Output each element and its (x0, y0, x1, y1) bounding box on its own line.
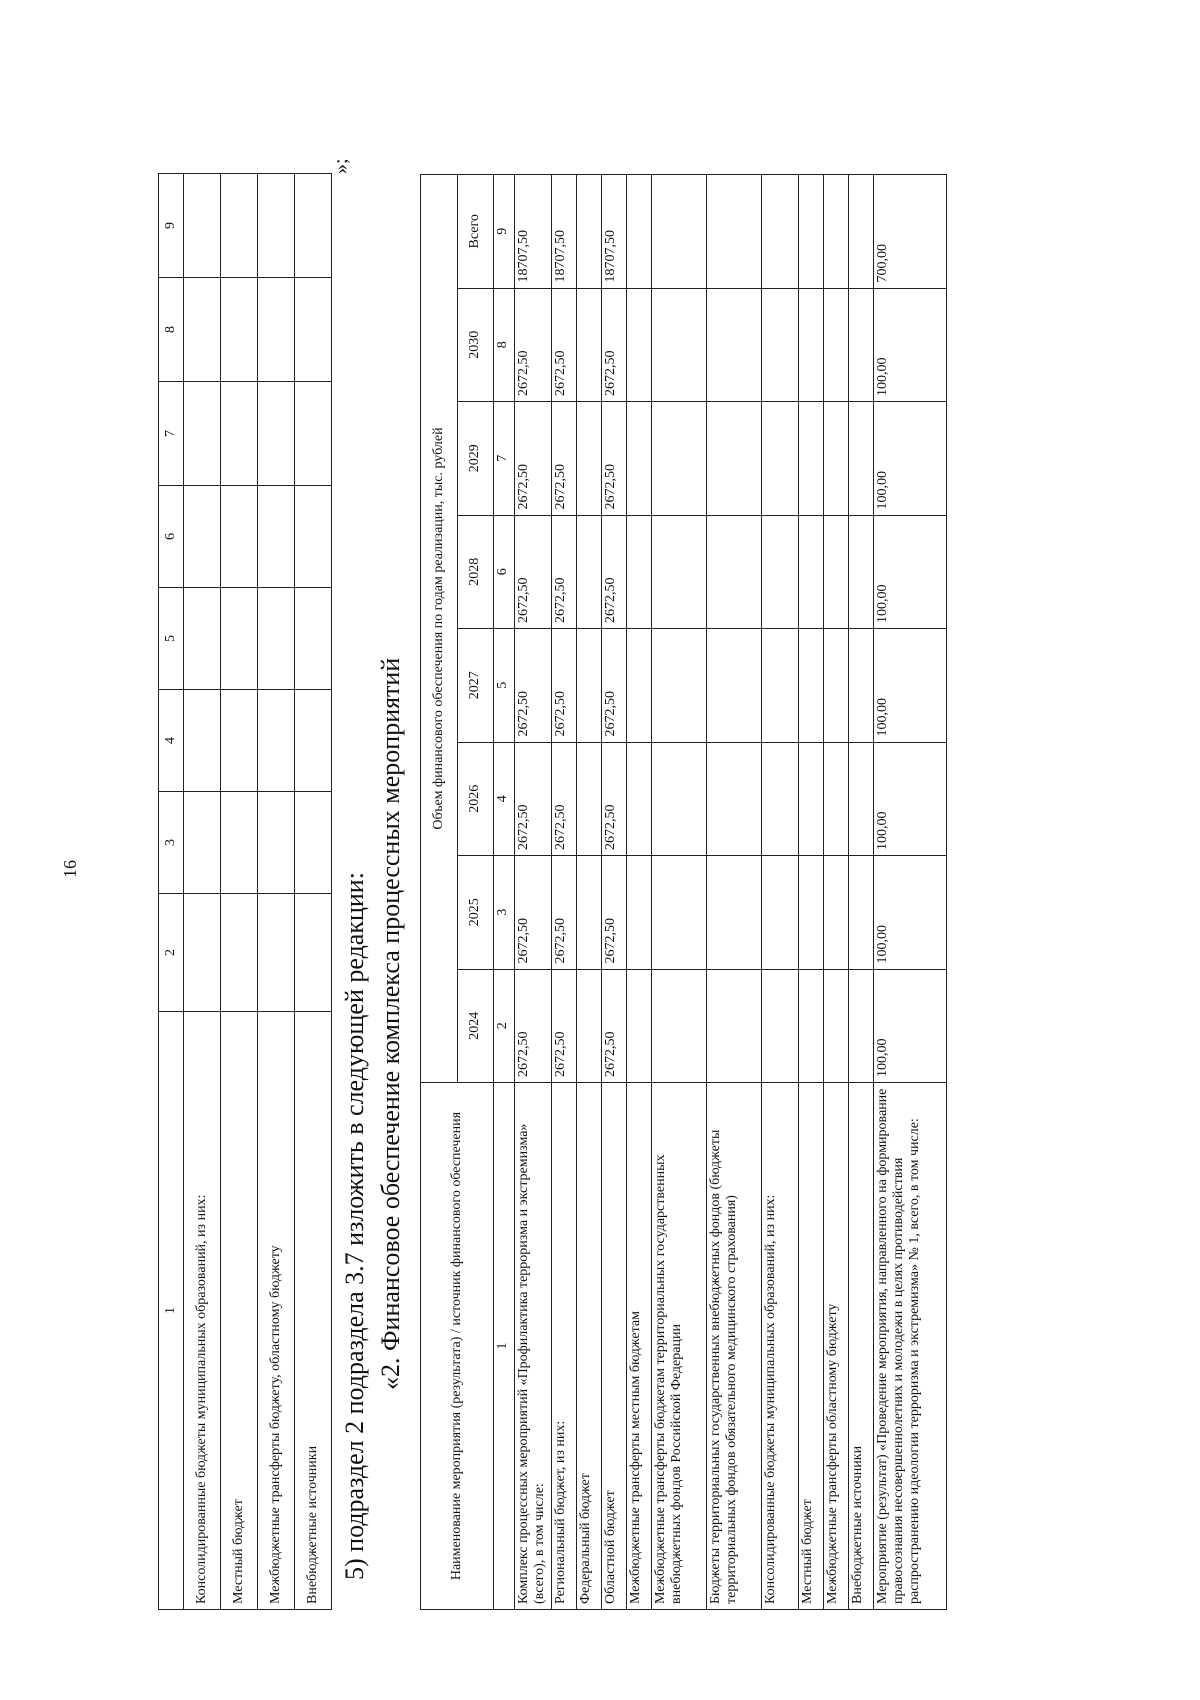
value-cell (849, 856, 874, 970)
name-header: Наименование мероприятия (результата) / источник финансового обеспечения (421, 1083, 494, 1610)
value-cell (762, 969, 799, 1083)
header-cell: 6 (159, 486, 184, 588)
value-cell: 2672,50 (552, 969, 577, 1083)
value-cell (799, 856, 824, 970)
value-cell: 2672,50 (515, 969, 552, 1083)
value-cell: 2672,50 (515, 288, 552, 402)
row-label: Внебюджетные источники (849, 1083, 874, 1610)
value-cell (577, 288, 602, 402)
value-cell (652, 629, 707, 743)
table-row (184, 174, 221, 1610)
value-cell (627, 288, 652, 402)
value-cell (577, 402, 602, 516)
year-cell: Всего (457, 175, 494, 289)
value-cell (577, 742, 602, 856)
value-cell: 2672,50 (602, 856, 627, 970)
header-cell: 5 (159, 588, 184, 690)
value-cell (707, 402, 762, 516)
value-cell (652, 856, 707, 970)
value-cell (849, 288, 874, 402)
year-cell: 2026 (457, 742, 494, 856)
value-cell: 18707,50 (552, 175, 577, 289)
row-label: Местный бюджет (799, 1083, 824, 1610)
table-row (602, 175, 627, 1610)
value-cell: 2672,50 (552, 856, 577, 970)
value-cell (707, 288, 762, 402)
header-cell: 4 (159, 690, 184, 792)
value-cell (799, 402, 824, 516)
value-cell (824, 742, 849, 856)
year-cell: 2027 (457, 629, 494, 743)
header-cell: 9 (159, 174, 184, 278)
value-cell: 100,00 (874, 402, 947, 516)
value-cell (652, 288, 707, 402)
header-cell: 1 (159, 1012, 184, 1610)
value-cell: 100,00 (874, 742, 947, 856)
value-cell: 2672,50 (552, 629, 577, 743)
index-cell: 2 (494, 969, 515, 1083)
value-cell (577, 856, 602, 970)
index-cell: 6 (494, 515, 515, 629)
value-cell (707, 742, 762, 856)
table-row (258, 174, 295, 1610)
value-cell (762, 742, 799, 856)
value-cell: 100,00 (874, 629, 947, 743)
value-cell (577, 515, 602, 629)
value-cell (627, 969, 652, 1083)
value-cell (762, 515, 799, 629)
value-cell (652, 969, 707, 1083)
table-row (824, 175, 849, 1610)
index-cell: 9 (494, 175, 515, 289)
value-cell (849, 402, 874, 516)
closing-quote: »; (330, 158, 352, 174)
value-cell (707, 856, 762, 970)
value-cell: 2672,50 (552, 742, 577, 856)
table-row (552, 175, 577, 1610)
row-label: Внебюджетные источники (295, 1012, 332, 1610)
volume-header: Объем финансового обеспечения по годам реализации, тыс. рублей (421, 175, 458, 1083)
value-cell: 2672,50 (602, 742, 627, 856)
value-cell (707, 969, 762, 1083)
value-cell (652, 515, 707, 629)
value-cell (707, 175, 762, 289)
table-row (849, 175, 874, 1610)
value-cell (762, 856, 799, 970)
value-cell: 2672,50 (552, 515, 577, 629)
value-cell (627, 742, 652, 856)
value-cell (762, 175, 799, 289)
financing-table (420, 174, 947, 1610)
row-label: Местный бюджет (221, 1012, 258, 1610)
value-cell (849, 515, 874, 629)
value-cell: 2672,50 (552, 288, 577, 402)
value-cell: 2672,50 (602, 629, 627, 743)
value-cell (707, 629, 762, 743)
row-label: Межбюджетные трансферты местным бюджетам (627, 1083, 652, 1610)
index-cell: 4 (494, 742, 515, 856)
section-title: «2. Финансовое обеспечение комплекса процессных мероприятий (376, 657, 405, 1390)
table-row (652, 175, 707, 1610)
row-label: Областной бюджет (602, 1083, 627, 1610)
value-cell (799, 175, 824, 289)
value-cell: 2672,50 (515, 515, 552, 629)
value-cell (707, 515, 762, 629)
value-cell (824, 856, 849, 970)
value-cell: 2672,50 (515, 856, 552, 970)
value-cell (799, 288, 824, 402)
value-cell: 2672,50 (515, 629, 552, 743)
year-cell: 2025 (457, 856, 494, 970)
row-label: Региональный бюджет, из них: (552, 1083, 577, 1610)
value-cell (849, 969, 874, 1083)
value-cell: 2672,50 (602, 402, 627, 516)
financing-table-body (515, 175, 947, 1610)
index-cell: 3 (494, 856, 515, 970)
value-cell (849, 629, 874, 743)
value-cell (762, 288, 799, 402)
year-cell: 2029 (457, 402, 494, 516)
table-row (762, 175, 799, 1610)
continued-table (158, 173, 332, 1610)
row-label: Консолидированные бюджеты муниципальных образований, из них: (762, 1083, 799, 1610)
column-index-row (494, 175, 515, 1610)
value-cell (577, 629, 602, 743)
value-cell (824, 969, 849, 1083)
value-cell (849, 175, 874, 289)
index-cell: 7 (494, 402, 515, 516)
value-cell (577, 175, 602, 289)
value-cell (627, 402, 652, 516)
value-cell: 2672,50 (552, 402, 577, 516)
value-cell (762, 629, 799, 743)
year-cell: 2030 (457, 288, 494, 402)
value-cell (652, 402, 707, 516)
table-row (707, 175, 762, 1610)
value-cell (627, 515, 652, 629)
value-cell (849, 742, 874, 856)
table-row (799, 175, 824, 1610)
value-cell (824, 629, 849, 743)
header-cell: 7 (159, 382, 184, 486)
index-cell: 8 (494, 288, 515, 402)
table-row (577, 175, 602, 1610)
row-label: Федеральный бюджет (577, 1083, 602, 1610)
index-cell: 1 (494, 1083, 515, 1610)
table-row (874, 175, 947, 1610)
value-cell (799, 742, 824, 856)
value-cell: 700,00 (874, 175, 947, 289)
value-cell (652, 175, 707, 289)
row-label: Мероприятие (результат) «Проведение мероприятия, направленного на формирование правосознания несовершеннолетних и молодежи в целях противодействия распространению идеологии терроризма и экстремизма» № 1, всего, в том числе: (874, 1083, 947, 1610)
year-cell: 2028 (457, 515, 494, 629)
table-row (221, 174, 258, 1610)
value-cell (824, 288, 849, 402)
value-cell (627, 629, 652, 743)
value-cell (762, 402, 799, 516)
value-cell: 100,00 (874, 515, 947, 629)
value-cell: 2672,50 (602, 288, 627, 402)
value-cell (627, 175, 652, 289)
value-cell (799, 629, 824, 743)
row-label: Межбюджетные трансферты областному бюджету (824, 1083, 849, 1610)
value-cell: 2672,50 (515, 742, 552, 856)
value-cell (652, 742, 707, 856)
value-cell (799, 969, 824, 1083)
table-row (515, 175, 552, 1610)
amendment-line: 5) подраздел 2 подраздела 3.7 изложить в следующей редакции: (340, 872, 369, 1580)
value-cell: 2672,50 (515, 402, 552, 516)
value-cell (627, 856, 652, 970)
main-header-row (421, 175, 458, 1610)
value-cell: 18707,50 (515, 175, 552, 289)
value-cell (799, 515, 824, 629)
value-cell (824, 515, 849, 629)
header-cell: 3 (159, 792, 184, 894)
year-cell: 2024 (457, 969, 494, 1083)
top-table-header-row (159, 174, 184, 1610)
index-cell: 5 (494, 629, 515, 743)
table-row (295, 174, 332, 1610)
page-number: 16 (60, 860, 80, 878)
value-cell: 18707,50 (602, 175, 627, 289)
row-label: Межбюджетные трансферты бюджетам территориальных государственных внебюджетных фондов Российской Федерации (652, 1083, 707, 1610)
row-label: Бюджеты территориальных государственных внебюджетных фондов (бюджеты территориальных фондов обязательного медицинского страхования) (707, 1083, 762, 1610)
value-cell (824, 402, 849, 516)
value-cell: 100,00 (874, 856, 947, 970)
value-cell: 100,00 (874, 288, 947, 402)
value-cell: 100,00 (874, 969, 947, 1083)
header-cell: 8 (159, 278, 184, 382)
table-row (627, 175, 652, 1610)
value-cell: 2672,50 (602, 969, 627, 1083)
row-label: Межбюджетные трансферты бюджету, областному бюджету (258, 1012, 295, 1610)
row-label: Консолидированные бюджеты муниципальных образований, из них: (184, 1012, 221, 1610)
header-cell: 2 (159, 894, 184, 1012)
row-label: Комплекс процессных мероприятий «Профилактика терроризма и экстремизма» (всего), в том числе: (515, 1083, 552, 1610)
value-cell: 2672,50 (602, 515, 627, 629)
value-cell (824, 175, 849, 289)
value-cell (577, 969, 602, 1083)
